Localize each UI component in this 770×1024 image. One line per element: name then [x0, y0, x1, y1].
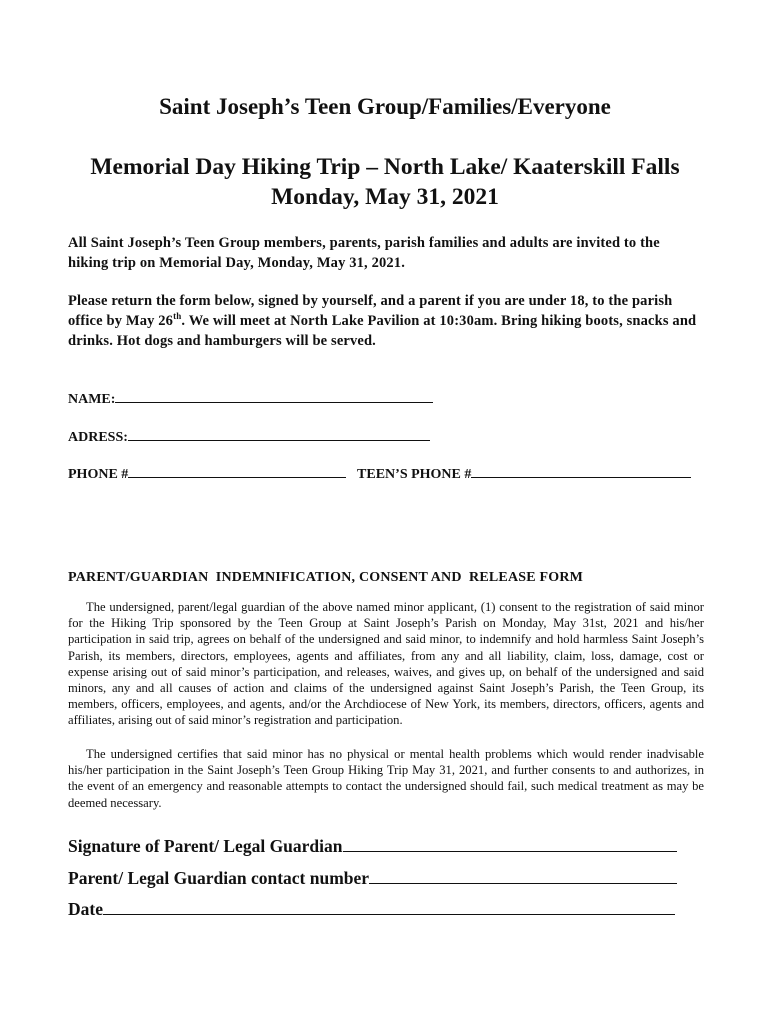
event-title-line-1: Memorial Day Hiking Trip – North Lake/ Kaaterskill Falls: [90, 154, 680, 180]
guardian-contact-line[interactable]: [369, 866, 677, 884]
medical-consent-paragraph: The undersigned certifies that said minor has no physical or mental health problems which would render inadvisable his/her participation in the Saint Joseph’s Teen Group Hiking Trip May 31, 2021, and further consents to and authorizes, in the event of an emergency and reasonable attempts to contact the undersigned should fail, such medical treatment as may be deemed necessary.: [68, 747, 704, 810]
name-field-row: [68, 388, 433, 408]
date-line[interactable]: [103, 897, 675, 915]
return-text-part-1: Please return the form below, signed by yourself, and a parent if you are under 18, to the parish office by May 26: [68, 293, 673, 329]
return-text-part-2: . We will meet at North Lake Pavilion at 10:30am. Bring hiking boots, snacks and drinks. Hot dogs and hamburgers will be served.: [68, 313, 697, 349]
guardian-contact-label: Parent/ Legal Guardian contact number: [68, 868, 370, 888]
address-label: ADRESS:: [68, 430, 128, 445]
guardian-signature-label: Signature of Parent/ Legal Guardian: [68, 836, 343, 856]
phone-field-row: [68, 463, 691, 483]
name-label: NAME:: [68, 392, 116, 407]
address-input-line[interactable]: [128, 426, 430, 441]
return-date-superscript: th: [173, 311, 182, 322]
consent-form-heading: PARENT/GUARDIAN INDEMNIFICATION, CONSENT AND RELEASE FORM: [68, 570, 584, 585]
guardian-contact-row: [68, 866, 677, 889]
phone-input-line[interactable]: [128, 463, 346, 478]
teen-phone-label: TEEN’S PHONE #: [357, 467, 472, 482]
return-instructions-paragraph: [68, 291, 704, 351]
guardian-signature-row: [68, 834, 677, 857]
name-input-line[interactable]: [115, 388, 433, 403]
invitation-paragraph: All Saint Joseph’s Teen Group members, parents, parish families and adults are invited to the hiking trip on Memorial Day, Monday, May 31, 2021.: [68, 235, 660, 271]
event-title-line-2: Monday, May 31, 2021: [271, 184, 499, 210]
date-label: Date: [68, 899, 103, 919]
phone-label: PHONE #: [68, 467, 129, 482]
indemnification-paragraph: The undersigned, parent/legal guardian of the above named minor applicant, (1) consent to the registration of said minor for the Hiking Trip sponsored by the Teen Group at Saint Joseph’s Parish on Monday, May 31st, 2021 and his/her participation in said trip, agrees on behalf of the undersigned and said minor, to indemnify and hold harmless Saint Joseph’s Parish, its members, directors, employees, agents and affiliates, from any and all liability, claim, loss, damage, cost or expense arising out of said minor’s participation, and releases, waives, and gives up, on behalf of the undersigned and said minors, any and all causes of action and claims of the undersigned against Saint Joseph’s Parish, the Teen Group, its members, officers, employees, and agents, and/or the Archdiocese of New York, its members, directors, officers, agents and affiliates, arising out of said minor’s registration and participation.: [68, 600, 704, 728]
teen-phone-input-line[interactable]: [471, 463, 691, 478]
event-title: [0, 152, 770, 212]
date-row: [68, 897, 675, 920]
guardian-signature-line[interactable]: [343, 834, 677, 852]
organization-title: Saint Joseph’s Teen Group/Families/Everyone: [159, 94, 611, 119]
address-field-row: [68, 426, 430, 446]
